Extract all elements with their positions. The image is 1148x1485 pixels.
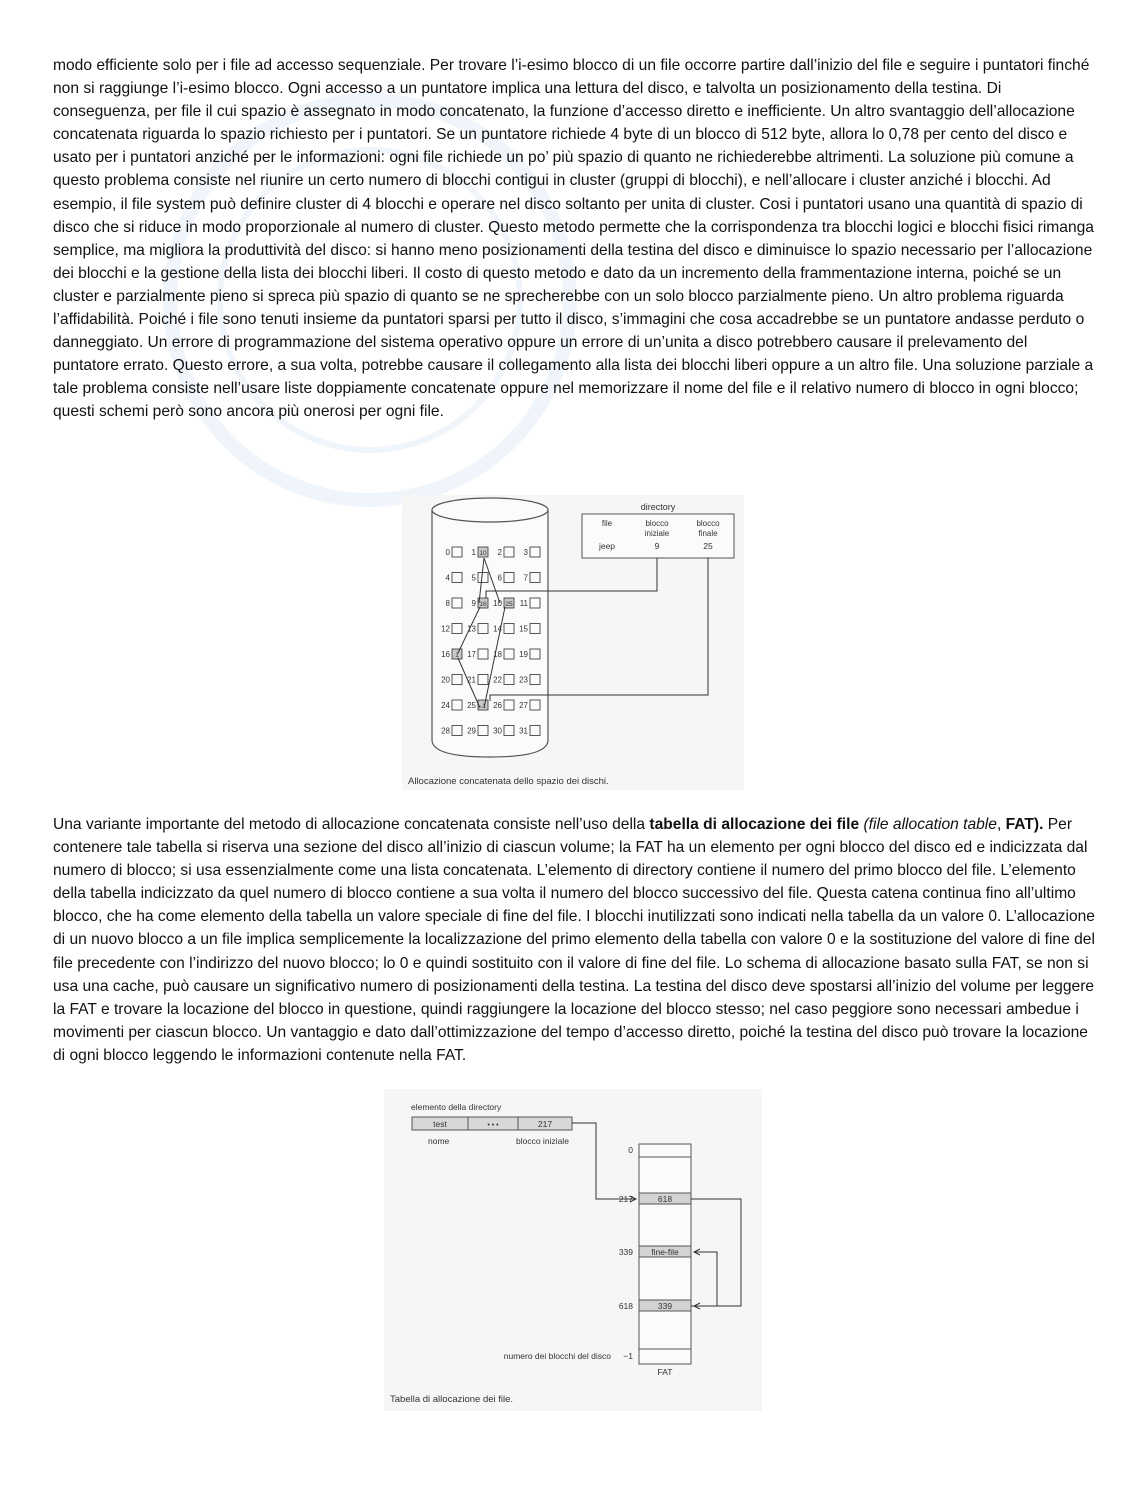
free-block — [452, 700, 462, 710]
block-number: 2 — [497, 548, 502, 557]
fat-acronym: FAT). — [1005, 816, 1044, 833]
entry-name: test — [433, 1119, 447, 1129]
block-number: 15 — [519, 624, 528, 634]
col-start-1: blocco — [645, 519, 669, 528]
fat-row-339: 339 — [618, 1247, 633, 1257]
free-block — [530, 726, 540, 736]
fat-italic-term: (file allocation table — [859, 816, 997, 833]
label-name: nome — [428, 1136, 450, 1146]
free-block — [504, 573, 514, 583]
free-block — [504, 547, 514, 557]
col-file: file — [601, 519, 613, 528]
free-block — [478, 649, 488, 659]
block-number: 7 — [523, 573, 528, 583]
free-block — [478, 573, 488, 583]
fat-comma: , — [996, 816, 1006, 833]
col-end-1: blocco — [696, 519, 720, 528]
fat-intro: Una variante importante del metodo di allocazione concatenata consiste nell’uso della — [53, 816, 650, 833]
free-block — [530, 649, 540, 659]
figure1-caption: Allocazione concatenata dello spazio dei dischi. — [408, 776, 609, 787]
entry-title: elemento della directory — [411, 1102, 502, 1112]
figure2-caption: Tabella di allocazione dei file. — [390, 1394, 514, 1405]
free-block — [504, 675, 514, 685]
block-number: 20 — [441, 675, 450, 685]
col-end-2: finale — [698, 529, 718, 538]
block-number: 13 — [467, 624, 476, 634]
block-number: 11 — [519, 599, 528, 608]
row-end: 25 — [703, 541, 713, 551]
free-block — [452, 624, 462, 634]
block-number: 6 — [497, 573, 502, 583]
block-pointer-value: 1 — [455, 652, 459, 659]
block-number: 1 — [471, 548, 476, 557]
block-pointer-value: 10 — [479, 550, 487, 557]
free-block — [530, 547, 540, 557]
block-number: 0 — [445, 548, 450, 557]
entry-start: 217 — [537, 1119, 553, 1129]
fat-row-0: 0 — [628, 1145, 633, 1155]
block-number: 22 — [493, 675, 502, 685]
fat-row-217: 217 — [618, 1194, 633, 1204]
block-pointer-value: 25 — [505, 601, 513, 608]
figure-fat — [384, 1089, 762, 1411]
free-block — [530, 573, 540, 583]
entry-dots: • • • — [487, 1122, 499, 1129]
free-block — [504, 624, 514, 634]
fat-body: Per contenere tale tabella si riserva una sezione del disco all’inizio di ciascun volume; la FAT ha un elemento per ogni blocco del disco ed e indicizzata dal numero di blocco; si usa essenzialmente come una lista concatenata. L’elemento di directory contiene il numero del primo blocco del file. L’elemento della tabella indicizzato da quel numero di blocco contiene a sua volta il numero del blocco successivo del file. Questa catena continua fino all’ultimo blocco, che ha come elemento della tabella un valore speciale di fine del file. I blocchi inutilizzati sono indicati nella tabella da un valore 0. L’allocazione di un nuovo blocco a un file implica semplicemente la localizzazione del primo elemento della tabella con valore 0 e la sostituzione del valore di fine del file precedente con l’indirizzo del nuovo blocco; lo 0 e quindi sostituito con il valore di fine del file. Lo schema di allocazione basato sulla FAT, se non si usa una cache, può causare un significativo numero di posizionamenti della testina. La testina del disco deve spostarsi all’inizio del volume per leggere la FAT e trovare la locazione del blocco in questione, quindi raggiungere la locazione del blocco stesso; nel caso peggiore sono necessari ambedue i movimenti per ciascun blocco. Un vantaggio e dato dall’ottimizzazione del tempo d’accesso diretto, poiché la testina del disco può trovare la locazione di ogni blocco leggendo le informazioni contenute nella FAT. — [53, 816, 1095, 1064]
free-block — [530, 700, 540, 710]
block-pointer-value: 16 — [479, 601, 487, 608]
directory-title: directory — [640, 502, 676, 512]
free-block — [504, 726, 514, 736]
block-number: 26 — [493, 701, 502, 710]
label-start: blocco iniziale — [516, 1136, 569, 1146]
free-block — [504, 700, 514, 710]
block-number: 4 — [445, 573, 450, 583]
paragraph-fat — [53, 813, 1097, 1067]
fat-val-339: fine-file — [651, 1247, 679, 1257]
free-block — [452, 573, 462, 583]
fat-val-618: 339 — [657, 1301, 673, 1311]
disk-blocks-label: numero dei blocchi del disco — [503, 1351, 611, 1361]
block-number: 31 — [519, 726, 528, 736]
block-number: 17 — [467, 650, 476, 659]
block-number: 21 — [467, 675, 476, 685]
row-start: 9 — [654, 541, 660, 551]
block-number: 25 — [467, 701, 476, 710]
fat-val-217: 618 — [657, 1194, 673, 1204]
block-number: 5 — [471, 573, 476, 583]
row-file: jeep — [598, 541, 616, 551]
free-block — [452, 547, 462, 557]
directory-table — [582, 502, 734, 558]
fat-row-618: 618 — [618, 1301, 633, 1311]
block-number: 8 — [445, 599, 450, 608]
block-number: 3 — [523, 548, 528, 557]
directory-entry — [412, 1117, 572, 1130]
fat-table — [639, 1144, 691, 1364]
free-block — [530, 624, 540, 634]
block-number: 29 — [467, 726, 476, 736]
disk-blocks-value: −1 — [623, 1351, 633, 1361]
block-number: 18 — [493, 650, 502, 659]
block-number: 10 — [493, 599, 502, 608]
block-number: 24 — [441, 701, 450, 710]
block-pointer-value: -1 — [480, 703, 486, 710]
fat-bold-term: tabella di allocazione dei file — [649, 816, 860, 833]
block-number: 16 — [441, 650, 450, 659]
free-block — [478, 726, 488, 736]
free-block — [530, 675, 540, 685]
block-number: 12 — [441, 624, 450, 634]
block-number: 27 — [519, 701, 528, 710]
figure-linked-allocation — [402, 495, 744, 790]
block-number: 23 — [519, 675, 528, 685]
free-block — [452, 598, 462, 608]
paragraph-linked-allocation: modo efficiente solo per i file ad accesso sequenziale. Per trovare l’i-esimo blocco di un file occorre partire dall’inizio del file e seguire i puntatori finché non si raggiunge l’i-esimo blocco. Ogni accesso a un puntatore implica una lettura del disco, e talvolta un posizionamento della testina. Di conseguenza, per file il cui spazio è assegnato in modo concatenato, la funzione d’accesso diretto e inefficiente. Un altro svantaggio dell’allocazione concatenata riguarda lo spazio richiesto per i puntatori. Se un puntatore richiede 4 byte di un blocco di 512 byte, allora lo 0,78 per cento del disco e usato per i puntatori anziché per le informazioni: ogni file richiede un po’ più spazio di quanto ne richiederebbe altrimenti. La soluzione più comune a questo problema consiste nel riunire un certo numero di blocchi contigui in cluster (gruppi di blocchi), e nell’allocare i cluster anziché i blocchi. Ad esempio, il file system può definire cluster di 4 blocchi e operare nel disco soltanto per unita di cluster. Cosi i puntatori usano una quantità di spazio di disco che si riduce in modo proporzionale al numero di cluster. Questo metodo permette che la corrispondenza tra blocchi logici e blocchi fisici rimanga semplice, ma migliora la produttività del disco: si hanno meno posizionamenti della testina del disco e diminuisce lo spazio necessario per l’allocazione dei blocchi e la gestione della lista dei blocchi liberi. Il costo di questo metodo e dato da un incremento della frammentazione interna, poiché se un cluster e parzialmente pieno si spreca più spazio di quanto se ne sprecherebbe con un solo blocco parzialmente pieno. Un altro problema riguarda l’affidabilità. Poiché i file sono tenuti insieme da puntatori sparsi per tutto il disco, s’immagini che cosa accadrebbe se un puntatore andasse perduto o danneggiato. Un errore di programmazione del sistema operativo oppure un errore di un’unita a disco potrebbero causare il prelevamento del puntatore errato. Questo errore, a sua volta, potrebbe causare il collegamento alla lista dei blocchi liberi oppure a un altro file. Una soluzione parziale a tale problema consiste nell’usare liste doppiamente concatenate oppure nel memorizzare il nome del file e il relativo numero di blocco in ogni blocco; questi schemi però sono ancora più onerosi per ogni file. — [53, 57, 1094, 421]
block-number: 9 — [471, 599, 476, 608]
block-number: 19 — [519, 650, 528, 659]
block-number: 30 — [493, 726, 502, 736]
free-block — [452, 726, 462, 736]
block-number: 28 — [441, 726, 450, 736]
block-number: 14 — [493, 624, 502, 634]
free-block — [504, 649, 514, 659]
fat-label: FAT — [657, 1367, 673, 1377]
free-block — [478, 675, 488, 685]
free-block — [530, 598, 540, 608]
free-block — [478, 624, 488, 634]
free-block — [452, 675, 462, 685]
col-start-2: iniziale — [644, 529, 670, 538]
